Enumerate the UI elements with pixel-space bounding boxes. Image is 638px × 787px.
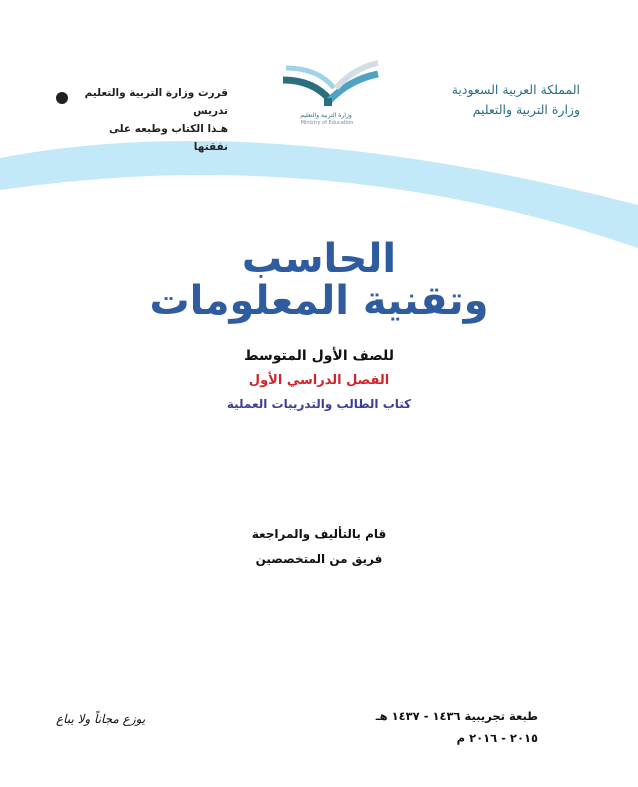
ministry-name: وزارة التربية والتعليم (472, 102, 580, 117)
approval-note (78, 84, 228, 156)
logo-english-text: Ministry of Education (300, 120, 354, 126)
approval-line-1: قررت وزارة التربية والتعليم تدريس (84, 87, 228, 117)
authors-line-1: قام بالتأليف والمراجعة (251, 527, 387, 541)
semester-label: الفصل الدراسي الأول (248, 373, 390, 388)
book-type-label: كتاب الطالب والتدريبات العملية (226, 397, 412, 411)
book-title-line-2: وتقنية المعلومات (149, 278, 489, 324)
authors-line-2: فريق من المتخصصين (255, 552, 383, 566)
free-distribution-note: يوزع مجاناً ولا يباع (56, 712, 146, 726)
edition-gregorian: ٢٠١٥ - ٢٠١٦ م (456, 731, 538, 745)
logo-arabic-text: وزارة التربية والتعليم (300, 112, 352, 119)
bullet-dot (56, 92, 68, 104)
approval-line-2: هـذا الكتاب وطبعه على نفقتها (108, 123, 228, 153)
book-title-line-1: الحاسب (241, 236, 397, 282)
kingdom-header (452, 80, 580, 120)
edition-info (376, 705, 538, 749)
grade-label: للصف الأول المتوسط (244, 348, 394, 364)
kingdom-name: المملكة العربية السعودية (451, 82, 580, 97)
edition-hijri: طبعة تجريبية ١٤٣٦ - ١٤٣٧ هـ (375, 709, 538, 723)
